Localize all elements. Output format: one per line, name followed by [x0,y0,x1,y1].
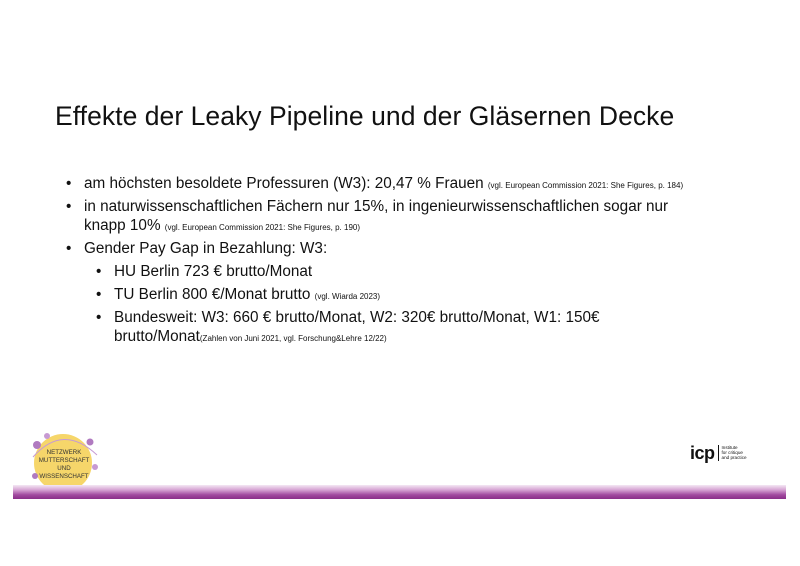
bullet-text: in naturwissenschaftlichen Fächern nur 15%, in ingenieurwissenschaftlichen sogar nur knapp 10% [84,198,669,234]
logo-text-line: WISSENSCHAFT [39,473,89,480]
bullet-item [66,197,706,235]
slide-title: Effekte der Leaky Pipeline und der Gläsernen Decke [55,101,675,131]
sub-bullet-text: HU Berlin 723 € brutto/Monat [114,263,313,280]
logo-dot [44,433,50,439]
logo-dot [32,473,38,479]
bullet-dot: • [96,263,102,280]
icp-logo [690,443,747,464]
bullet-dot: • [66,240,72,257]
bullet-citation: (vgl. European Commission 2021: She Figures, p. 190) [164,223,361,232]
sub-bullet-item [96,308,706,346]
logo-text-line: MUTTERSCHAFT [38,457,90,464]
logo-dot [87,439,94,446]
icp-logo-separator [718,445,719,461]
bullet-text: am höchsten besoldete Professuren (W3): 20,47 % Frauen [84,175,488,192]
bullet-item [66,174,706,193]
sub-bullet-text: TU Berlin 800 €/Monat brutto [114,286,315,303]
icp-sub-line: and practice [721,455,747,460]
bullet-text: Gender Pay Gap in Bezahlung: W3: [84,240,328,257]
sub-bullet-list [66,262,706,346]
sub-bullet-item [96,285,706,304]
bullet-dot: • [66,198,72,215]
bullet-item [66,239,706,258]
sub-bullet-text: Bundesweit: W3: 660 € brutto/Monat, W2: 320€ brutto/Monat, W1: 150€ brutto/Monat [114,309,600,345]
logo-text-line: NETZWERK [46,449,82,456]
icp-sub-line: Institute [721,445,738,450]
bullet-dot: • [96,309,102,326]
logo-dot [33,441,41,449]
icp-logo-subtitle [722,445,747,460]
bullet-citation: (vgl. Wiarda 2023) [314,292,381,301]
bullet-citation: (Zahlen von Juni 2021, vgl. Forschung&Lehre 12/22) [199,334,387,343]
footer-gradient-bar [13,485,786,499]
icp-sub-line: for critique [721,450,743,455]
bullet-citation: (vgl. European Commission 2021: She Figures, p. 184) [487,181,684,190]
bullet-dot: • [66,175,72,192]
bullet-dot: • [96,286,102,303]
icp-logo-mark: icp [690,443,715,463]
logo-dot [92,464,98,470]
logo-text-line: UND [57,465,71,472]
bullet-list [66,174,706,350]
sub-bullet-item [96,262,706,281]
